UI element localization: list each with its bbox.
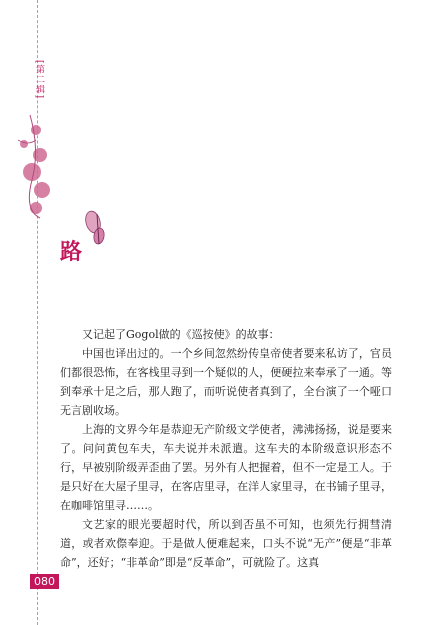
- floral-decoration-icon: [10, 110, 50, 220]
- page-title: 路: [60, 239, 83, 265]
- butterfly-icon: [83, 208, 111, 248]
- paragraph: 又记起了Gogol做的《巡按使》的故事：: [82, 328, 280, 341]
- paragraph: 文艺家的眼光要超时代，所以到否虽不可知，也须先行拥彗清道，或者欢傺奉迎。于是做人便难起来，口头不说“无产”便是“非革命”，还好；“非革命”即是“反革命”，可就险了。这真: [60, 518, 392, 569]
- page-number: 080: [30, 574, 59, 589]
- paragraph: 上海的文界今年是恭迎无产阶级文学使者，沸沸扬扬，说是要来了。问问黄包车夫，车夫说并未派遣。这车夫的本阶级意识形态不行，早被别阶级弄歪曲了罢。另外有人把握着，但不一定是工人。于是只好在大屋子里寻，在客店里寻，在洋人家里寻，在书铺子里寻，在咖啡馆里寻……。: [60, 423, 392, 512]
- part-label: [第二辑]: [34, 60, 44, 100]
- paragraph: 中国也译出过的。一个乡间忽然纷传皇帝使者要来私访了，官员们都很恐怖，在客栈里寻到一个疑似的人，便硬拉来奉承了一通。等到奉承十足之后，那人跑了，而听说使者真到了，全台演了一个哑口无言剧收场。: [60, 347, 392, 417]
- body-text: [60, 325, 392, 572]
